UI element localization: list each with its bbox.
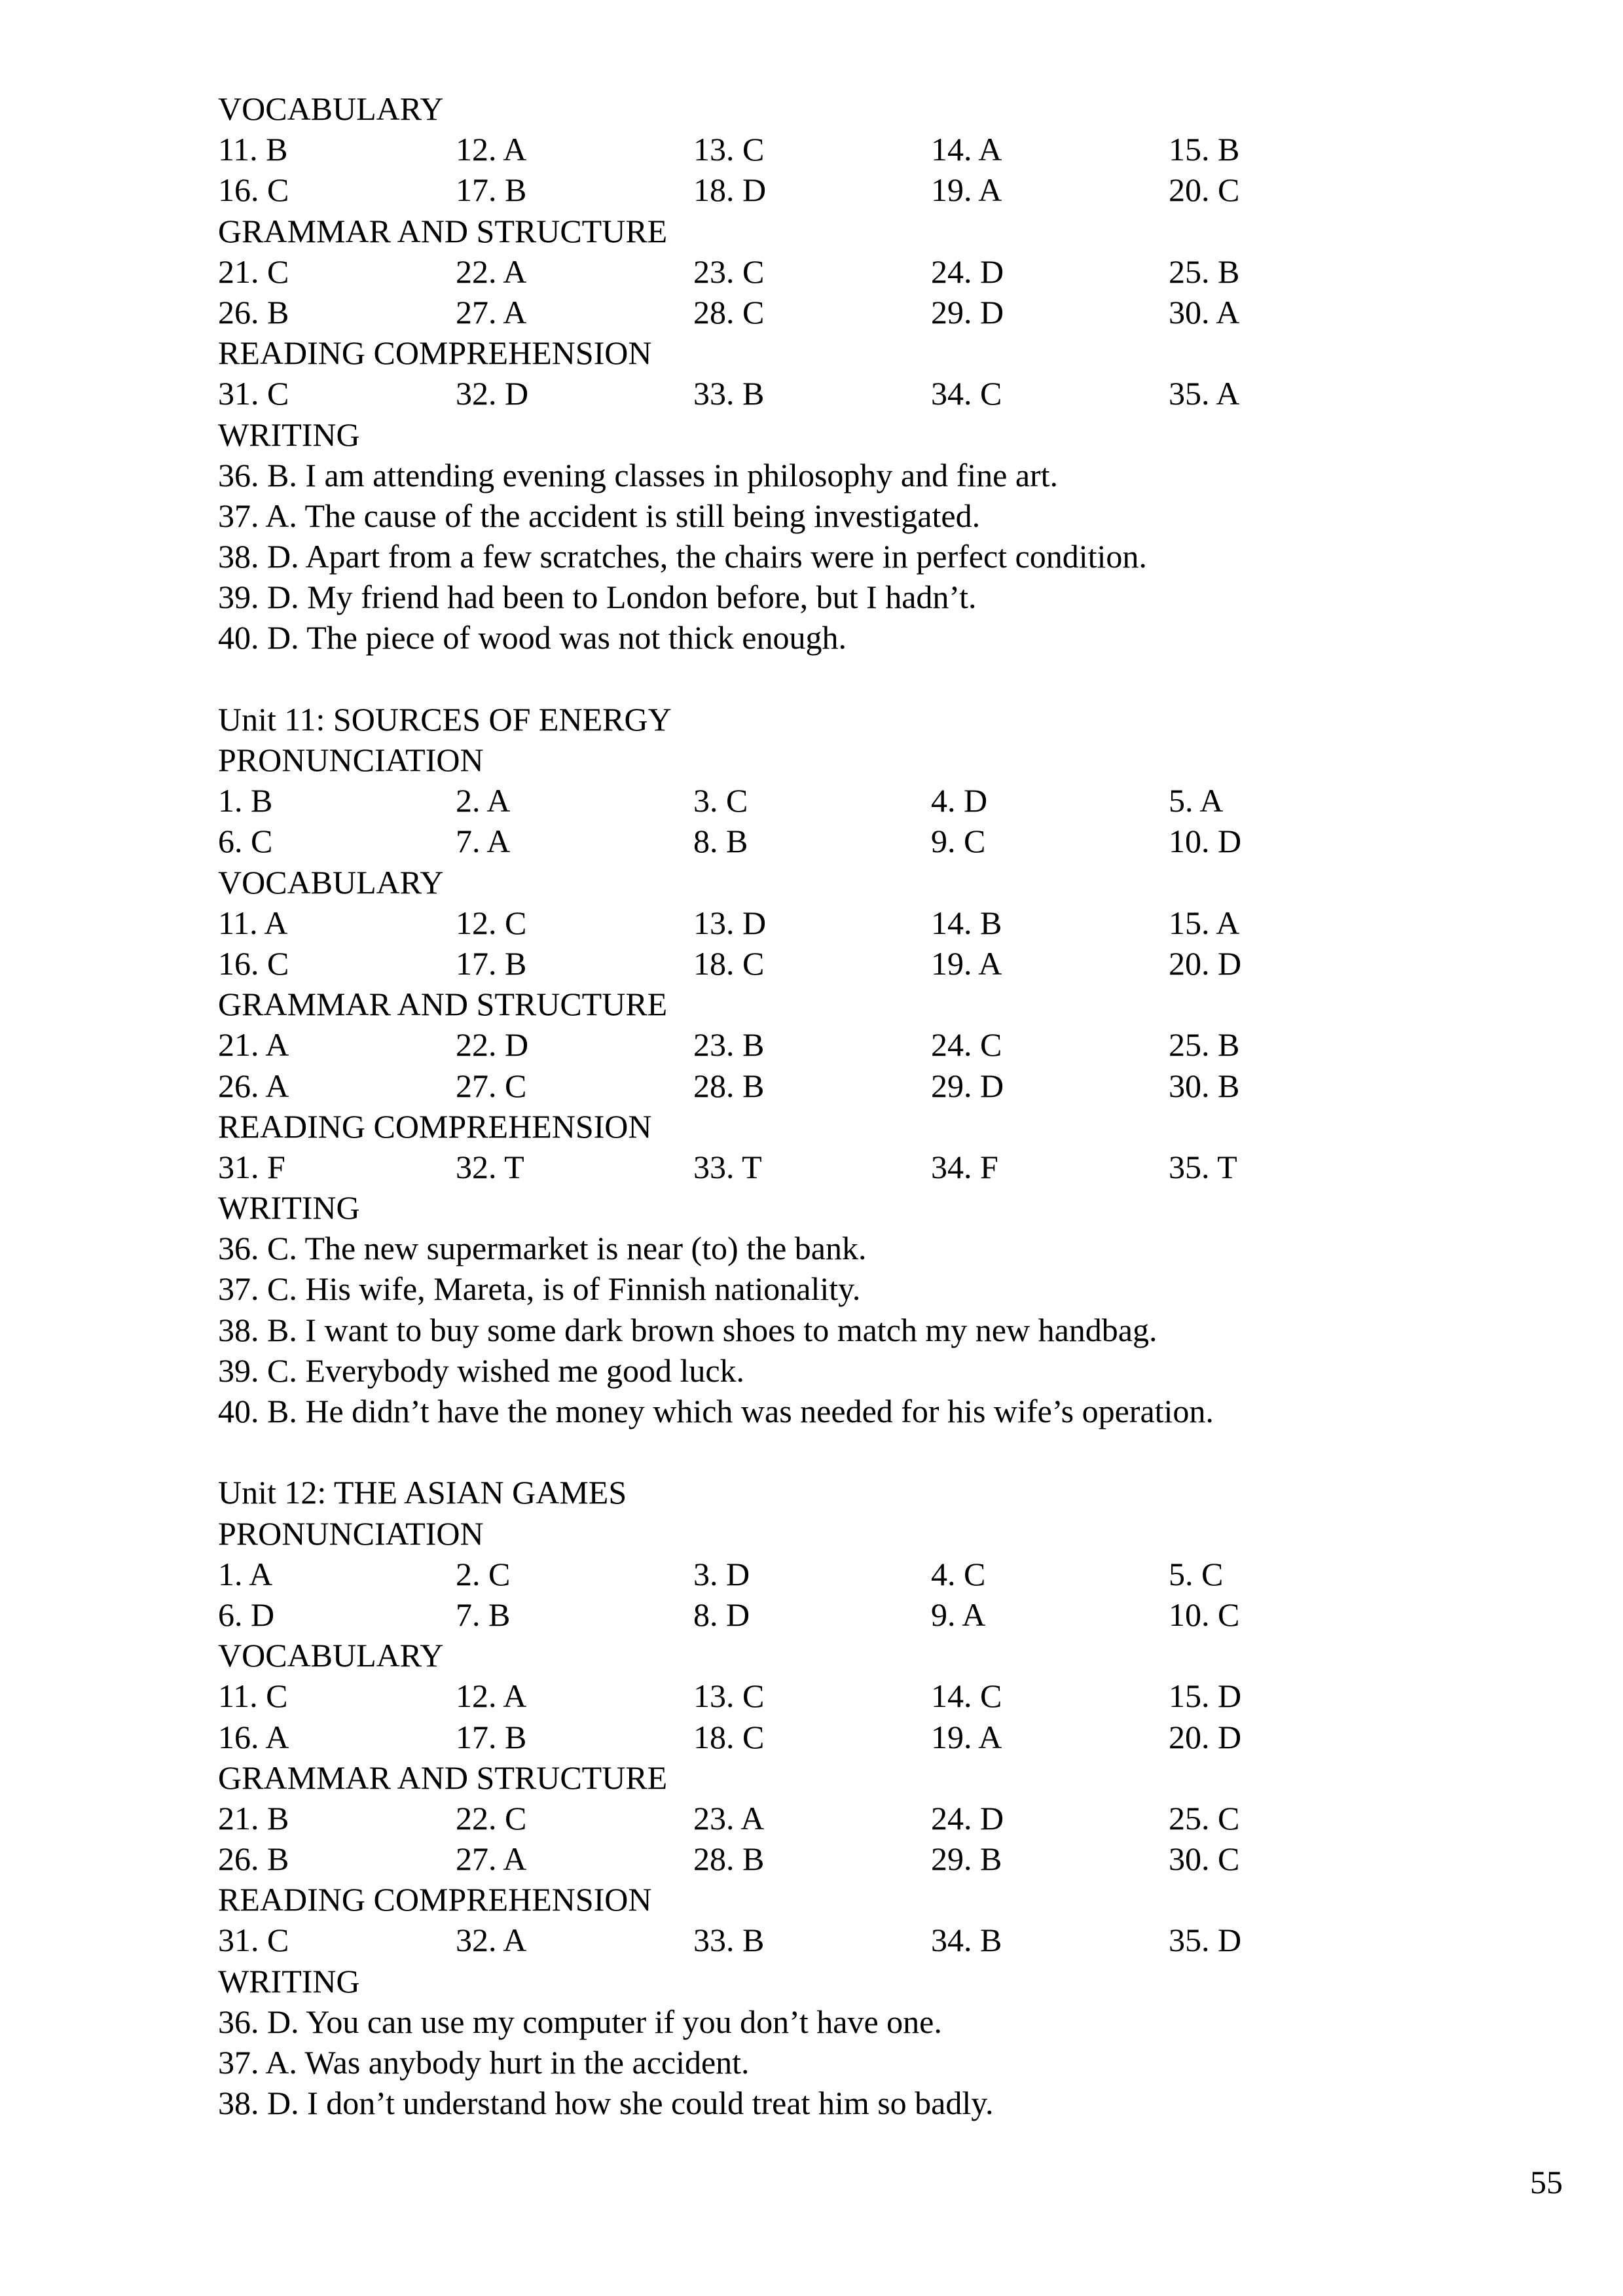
unit-section bbox=[218, 658, 1462, 1432]
answer-row bbox=[218, 1066, 1462, 1106]
unit-title: Unit 12: THE ASIAN GAMES bbox=[218, 1474, 627, 1511]
answer-cell: 1. B bbox=[218, 782, 273, 819]
section-heading: WRITING bbox=[218, 1189, 360, 1227]
answer-cell: 21. C bbox=[218, 253, 289, 290]
answer-cell: 28. B bbox=[693, 1840, 765, 1878]
answer-cell: 34. C bbox=[931, 375, 1002, 412]
answer-cell: 33. B bbox=[693, 1922, 765, 1959]
answer-cell: 12. A bbox=[456, 131, 527, 168]
section-heading: READING COMPREHENSION bbox=[218, 1881, 652, 1918]
answer-cell: 13. D bbox=[693, 904, 767, 941]
answer-cell: 26. A bbox=[218, 1067, 289, 1104]
writing-answer: 39. C. Everybody wished me good luck. bbox=[218, 1352, 745, 1389]
answer-cell: 18. C bbox=[693, 1718, 765, 1755]
answer-row bbox=[218, 1798, 1462, 1839]
answer-cell: 13. C bbox=[693, 131, 765, 168]
section-heading: READING COMPREHENSION bbox=[218, 1107, 652, 1145]
answer-cell: 24. D bbox=[931, 1799, 1004, 1837]
unit-section bbox=[218, 88, 1462, 658]
answer-cell: 22. A bbox=[456, 253, 527, 290]
section-heading: GRAMMAR AND STRUCTURE bbox=[218, 212, 668, 249]
answer-cell: 23. C bbox=[693, 253, 765, 290]
answer-cell: 13. C bbox=[693, 1677, 765, 1715]
writing-answer: 40. D. The piece of wood was not thick enough. bbox=[218, 619, 847, 656]
answer-cell: 4. D bbox=[931, 782, 988, 819]
answer-cell: 32. T bbox=[456, 1148, 524, 1185]
answer-cell: 35. T bbox=[1169, 1148, 1237, 1185]
answer-row bbox=[218, 943, 1462, 984]
answer-cell: 25. B bbox=[1169, 253, 1240, 290]
answer-cell: 1. A bbox=[218, 1555, 273, 1592]
answer-row bbox=[218, 1024, 1462, 1065]
answer-cell: 29. B bbox=[931, 1840, 1002, 1878]
answer-cell: 14. A bbox=[931, 131, 1002, 168]
answer-cell: 23. A bbox=[693, 1799, 765, 1837]
section-heading: PRONUNCIATION bbox=[218, 742, 484, 778]
answer-row bbox=[218, 780, 1462, 821]
answer-cell: 10. D bbox=[1169, 823, 1242, 860]
answer-cell: 3. D bbox=[693, 1555, 750, 1592]
section-heading: GRAMMAR AND STRUCTURE bbox=[218, 1759, 668, 1796]
answer-row bbox=[218, 1594, 1462, 1635]
answer-cell: 21. B bbox=[218, 1799, 289, 1837]
writing-answer: 36. C. The new supermarket is near (to) the bank. bbox=[218, 1230, 867, 1267]
answer-row bbox=[218, 1147, 1462, 1187]
answer-cell: 5. C bbox=[1169, 1555, 1224, 1592]
answer-cell: 11. C bbox=[218, 1677, 288, 1715]
section-heading: VOCABULARY bbox=[218, 90, 444, 127]
answer-cell: 15. B bbox=[1169, 131, 1240, 168]
writing-answer: 37. A. The cause of the accident is still being investigated. bbox=[218, 497, 981, 534]
answer-cell: 32. A bbox=[456, 1922, 527, 1959]
answer-cell: 34. F bbox=[931, 1148, 998, 1185]
answer-cell: 9. A bbox=[931, 1596, 986, 1633]
answer-cell: 34. B bbox=[931, 1922, 1002, 1959]
answer-cell: 11. B bbox=[218, 131, 288, 168]
answer-cell: 16. C bbox=[218, 944, 289, 982]
answer-cell: 28. C bbox=[693, 293, 765, 331]
answer-row bbox=[218, 1839, 1462, 1879]
answer-cell: 8. D bbox=[693, 1596, 750, 1633]
section-gap bbox=[218, 658, 1462, 699]
answer-cell: 30. B bbox=[1169, 1067, 1240, 1104]
page-number: 55 bbox=[1530, 2164, 1563, 2200]
section-heading: VOCABULARY bbox=[218, 863, 444, 901]
answer-cell: 28. B bbox=[693, 1067, 765, 1104]
answer-cell: 31. C bbox=[218, 375, 289, 412]
answer-cell: 27. C bbox=[456, 1067, 527, 1104]
answer-cell: 7. B bbox=[456, 1596, 511, 1633]
answer-cell: 17. B bbox=[456, 944, 527, 982]
answer-cell: 35. D bbox=[1169, 1922, 1242, 1959]
answer-cell: 22. C bbox=[456, 1799, 527, 1837]
writing-answer: 40. B. He didn’t have the money which was needed for his wife’s operation. bbox=[218, 1393, 1214, 1429]
answer-cell: 2. C bbox=[456, 1555, 511, 1592]
answer-cell: 4. C bbox=[931, 1555, 986, 1592]
writing-answer: 36. D. You can use my computer if you don’t have one. bbox=[218, 2003, 942, 2040]
unit-title: Unit 11: SOURCES OF ENERGY bbox=[218, 700, 672, 738]
answer-cell: 19. A bbox=[931, 944, 1002, 982]
answer-cell: 20. C bbox=[1169, 171, 1240, 209]
answer-cell: 11. A bbox=[218, 904, 288, 941]
section-heading: READING COMPREHENSION bbox=[218, 334, 652, 372]
answer-cell: 14. C bbox=[931, 1677, 1002, 1715]
answer-cell: 21. A bbox=[218, 1026, 289, 1064]
answer-cell: 3. C bbox=[693, 782, 748, 819]
answer-cell: 6. D bbox=[218, 1596, 275, 1633]
answer-cell: 30. C bbox=[1169, 1840, 1240, 1878]
answer-cell: 19. A bbox=[931, 171, 1002, 209]
writing-answer: 37. C. His wife, Mareta, is of Finnish nationality. bbox=[218, 1270, 861, 1308]
answer-cell: 29. D bbox=[931, 293, 1004, 331]
answer-cell: 31. F bbox=[218, 1148, 285, 1185]
answer-key-content bbox=[218, 88, 1462, 2123]
answer-cell: 27. A bbox=[456, 1840, 527, 1878]
answer-cell: 14. B bbox=[931, 904, 1002, 941]
answer-cell: 18. C bbox=[693, 944, 765, 982]
answer-cell: 27. A bbox=[456, 293, 527, 331]
answer-cell: 17. B bbox=[456, 171, 527, 209]
answer-cell: 33. T bbox=[693, 1148, 762, 1185]
answer-row bbox=[218, 129, 1462, 170]
answer-cell: 26. B bbox=[218, 1840, 289, 1878]
answer-row bbox=[218, 821, 1462, 861]
writing-answer: 38. D. I don’t understand how she could treat him so badly. bbox=[218, 2085, 994, 2122]
writing-answer: 38. D. Apart from a few scratches, the chairs were in perfect condition. bbox=[218, 538, 1147, 575]
answer-cell: 22. D bbox=[456, 1026, 529, 1064]
answer-cell: 15. A bbox=[1169, 904, 1240, 941]
answer-cell: 15. D bbox=[1169, 1677, 1242, 1715]
answer-row bbox=[218, 1554, 1462, 1594]
section-heading: VOCABULARY bbox=[218, 1637, 444, 1674]
section-heading: GRAMMAR AND STRUCTURE bbox=[218, 986, 668, 1023]
answer-cell: 23. B bbox=[693, 1026, 765, 1064]
answer-cell: 32. D bbox=[456, 375, 529, 412]
unit-section bbox=[218, 1431, 1462, 2123]
answer-cell: 24. D bbox=[931, 253, 1004, 290]
section-heading: PRONUNCIATION bbox=[218, 1515, 484, 1552]
answer-cell: 29. D bbox=[931, 1067, 1004, 1104]
answer-cell: 9. C bbox=[931, 823, 986, 860]
answer-row bbox=[218, 1676, 1462, 1716]
answer-row bbox=[218, 251, 1462, 292]
answer-row bbox=[218, 903, 1462, 943]
answer-cell: 19. A bbox=[931, 1718, 1002, 1755]
answer-cell: 16. A bbox=[218, 1718, 289, 1755]
answer-cell: 10. C bbox=[1169, 1596, 1240, 1633]
answer-cell: 12. C bbox=[456, 904, 527, 941]
answer-cell: 8. B bbox=[693, 823, 748, 860]
writing-answer: 39. D. My friend had been to London before, but I hadn’t. bbox=[218, 579, 977, 616]
section-heading: WRITING bbox=[218, 416, 360, 453]
answer-cell: 33. B bbox=[693, 375, 765, 412]
answer-cell: 5. A bbox=[1169, 782, 1224, 819]
answer-cell: 7. A bbox=[456, 823, 511, 860]
answer-cell: 6. C bbox=[218, 823, 273, 860]
answer-cell: 24. C bbox=[931, 1026, 1002, 1064]
section-gap bbox=[218, 1431, 1462, 1472]
answer-cell: 20. D bbox=[1169, 944, 1242, 982]
answer-cell: 35. A bbox=[1169, 375, 1240, 412]
writing-answer: 37. A. Was anybody hurt in the accident. bbox=[218, 2044, 750, 2081]
answer-cell: 18. D bbox=[693, 171, 767, 209]
writing-answer: 36. B. I am attending evening classes in philosophy and fine art. bbox=[218, 456, 1059, 493]
answer-cell: 20. D bbox=[1169, 1718, 1242, 1755]
answer-cell: 25. B bbox=[1169, 1026, 1240, 1064]
answer-cell: 30. A bbox=[1169, 293, 1240, 331]
writing-answer: 38. B. I want to buy some dark brown shoes to match my new handbag. bbox=[218, 1311, 1158, 1348]
answer-row bbox=[218, 1717, 1462, 1757]
answer-cell: 2. A bbox=[456, 782, 511, 819]
answer-cell: 17. B bbox=[456, 1718, 527, 1755]
answer-cell: 25. C bbox=[1169, 1799, 1240, 1837]
answer-row bbox=[218, 1920, 1462, 1960]
answer-row bbox=[218, 170, 1462, 210]
answer-cell: 26. B bbox=[218, 293, 289, 331]
answer-cell: 12. A bbox=[456, 1677, 527, 1715]
section-heading: WRITING bbox=[218, 1962, 360, 2000]
answer-row bbox=[218, 373, 1462, 414]
answer-row bbox=[218, 292, 1462, 332]
answer-cell: 16. C bbox=[218, 171, 289, 209]
answer-cell: 31. C bbox=[218, 1922, 289, 1959]
